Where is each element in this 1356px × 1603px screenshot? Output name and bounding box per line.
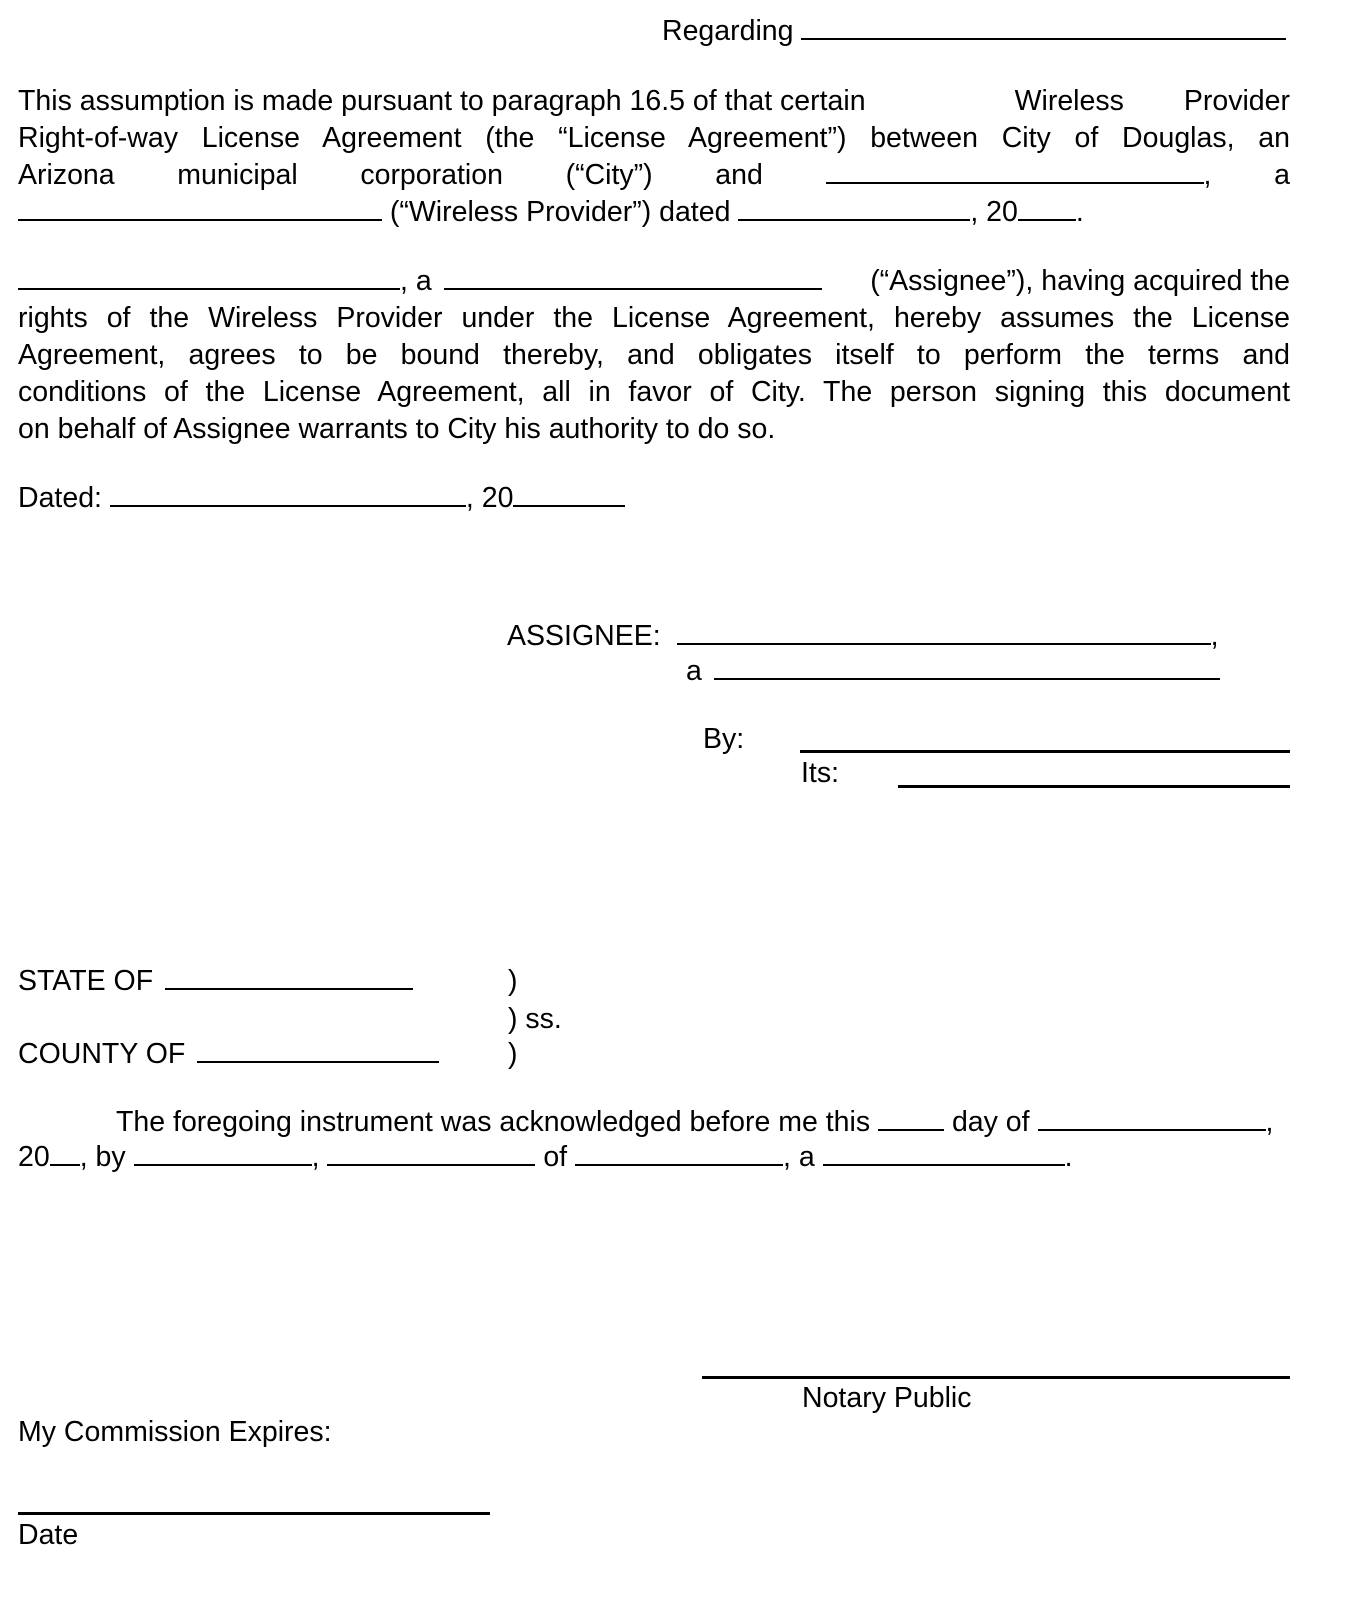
state-line [18, 967, 413, 996]
ack-a: , a [783, 1141, 815, 1173]
para1-line1-wireless: Wireless [1014, 85, 1124, 117]
para1-line1-text: This assumption is made pursuant to paragraph 16.5 of that certain [18, 85, 866, 117]
dated-blank[interactable] [110, 505, 466, 507]
ack-comma2: , [311, 1141, 320, 1173]
ack-line1 [116, 1108, 1273, 1137]
assignee-line [507, 622, 1218, 651]
ack-signer-name-blank[interactable] [134, 1164, 312, 1166]
dated-year-blank[interactable] [513, 505, 625, 507]
ack-comma: , [1265, 1106, 1274, 1138]
para2-line3 [18, 341, 1290, 370]
assignee-signature-name-blank[interactable] [677, 643, 1211, 645]
ack-year-blank[interactable] [50, 1164, 80, 1166]
para2-line5-text: on behalf of Assignee warrants to City his authority to do so. [18, 413, 776, 445]
ack-day-blank[interactable] [878, 1129, 944, 1131]
agreement-date-blank[interactable] [738, 219, 970, 221]
assignee-entity-type-blank[interactable] [444, 288, 822, 290]
by-signature-blank[interactable] [800, 750, 1290, 753]
regarding-line [662, 17, 1286, 46]
ack-day-of: day of [951, 1106, 1030, 1138]
ack-month-blank[interactable] [1038, 1129, 1266, 1131]
state-blank[interactable] [165, 988, 413, 990]
para1-line3-word: Arizona [18, 159, 115, 191]
comma: , [1203, 159, 1212, 191]
agreement-year-blank[interactable] [1018, 219, 1076, 221]
its-label: Its: [801, 757, 840, 789]
para1-line3-word: corporation [360, 159, 503, 191]
county-label: COUNTY OF [18, 1038, 186, 1070]
para2-line2-text: rights of the Wireless Provider under the License Agreement, hereby assumes the License [18, 302, 1290, 334]
assignee-name-blank[interactable] [18, 288, 400, 290]
para1-line3-a: a [1274, 159, 1290, 191]
para1-line3-word: and [715, 159, 763, 191]
its-title-blank[interactable] [898, 785, 1290, 788]
para1-line2-text: Right-of-way License Agreement (the “License Agreement”) between City of Douglas, an [18, 122, 1290, 154]
para1-line2 [18, 124, 1290, 153]
wireless-provider-name-blank[interactable] [826, 182, 1204, 184]
assignee-label: ASSIGNEE: [507, 620, 661, 652]
regarding-blank[interactable] [801, 38, 1286, 40]
ack-20: 20 [18, 1141, 50, 1173]
ack-by: , by [79, 1141, 126, 1173]
ack-signer-title-blank[interactable] [327, 1164, 535, 1166]
commission-date-blank[interactable] [18, 1512, 490, 1515]
paren-ss: ) ss. [508, 1003, 562, 1035]
by-label: By: [703, 723, 745, 755]
date-label: Date [18, 1519, 79, 1551]
para2-line1-text: (“Assignee”), having acquired the [870, 265, 1290, 297]
assignee-signature-type-blank[interactable] [714, 678, 1220, 680]
dated-year-label: , 20 [465, 482, 514, 514]
county-blank[interactable] [197, 1061, 439, 1063]
para2-line5 [18, 415, 775, 444]
para1-line4 [18, 198, 1084, 227]
notary-public-label: Notary Public [802, 1382, 972, 1414]
ack-text: The foregoing instrument was acknowledged before me this [116, 1106, 871, 1138]
wireless-provider-label: (“Wireless Provider”) dated [389, 196, 731, 228]
county-line [18, 1040, 439, 1069]
para2-line3-text: Agreement, agrees to be bound thereby, and obligates itself to perform the terms and [18, 339, 1290, 371]
regarding-label: Regarding [662, 15, 794, 47]
paren-3: ) [508, 1038, 518, 1070]
para2-a: , a [400, 265, 432, 297]
assignee-comma: , [1210, 620, 1219, 652]
dated-line [18, 484, 625, 513]
para2-line2 [18, 304, 1290, 333]
ack-period: . [1064, 1141, 1073, 1173]
commission-expires-label: My Commission Expires: [18, 1416, 332, 1448]
para1-line3-word: municipal [177, 159, 298, 191]
ack-line2 [18, 1143, 1073, 1172]
para1-line1 [18, 87, 1290, 116]
paren-1: ) [508, 965, 518, 997]
dated-label: Dated: [18, 482, 102, 514]
para2-line4-text: conditions of the License Agreement, all in favor of City. The person signing this document [18, 376, 1290, 408]
ack-entity-name-blank[interactable] [575, 1164, 783, 1166]
comma-year: , 20 [970, 196, 1018, 228]
ack-of: of [543, 1141, 568, 1173]
ack-entity-type-blank[interactable] [823, 1164, 1065, 1166]
para2-line4 [18, 378, 1290, 407]
para1-line1-provider: Provider [1183, 85, 1290, 117]
a-label: a [686, 655, 702, 687]
para1-line3 [18, 161, 1290, 190]
state-label: STATE OF [18, 965, 154, 997]
notary-signature-blank[interactable] [702, 1376, 1290, 1379]
para1-line3-word: (“City”) [565, 159, 653, 191]
assignee-type-line [686, 657, 1220, 686]
wireless-provider-entity-type-blank[interactable] [18, 219, 382, 221]
para2-line1 [18, 267, 1290, 296]
period: . [1075, 196, 1084, 228]
